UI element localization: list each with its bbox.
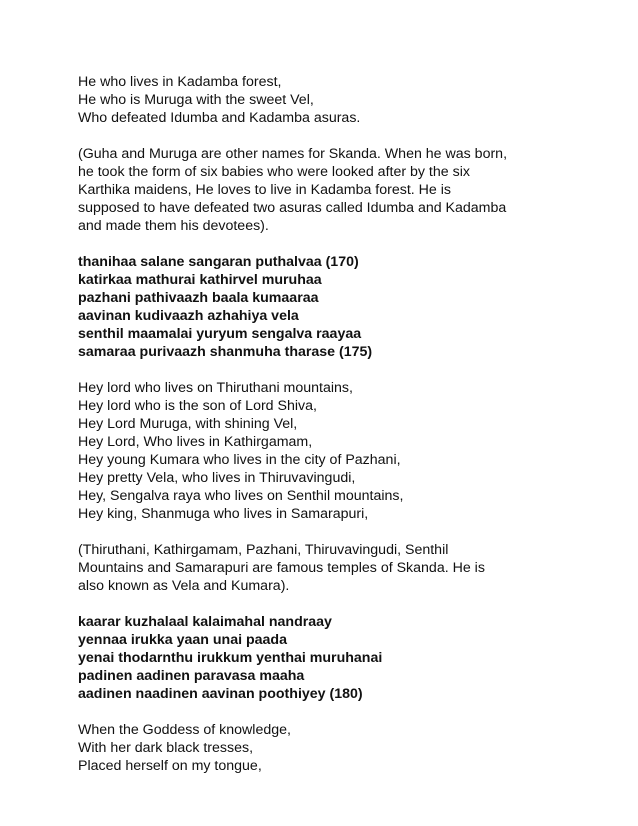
text-line: He who is Muruga with the sweet Vel, [78, 92, 314, 108]
verse-line: aavinan kudivaazh azhahiya vela [78, 308, 299, 324]
text-line: Placed herself on my tongue, [78, 758, 262, 774]
verse-line: yenai thodarnthu irukkum yenthai muruhanai [78, 650, 383, 666]
verse-line: thanihaa salane sangaran puthalvaa (170) [78, 254, 359, 270]
verse-line: pazhani pathivaazh baala kumaaraa [78, 290, 319, 306]
document-page [78, 73, 578, 793]
text-line: He who lives in Kadamba forest, [78, 74, 282, 90]
text-line: Hey lord who lives on Thiruthani mountains, [78, 380, 353, 396]
text-line: Karthika maidens, He loves to live in Kadamba forest. He is [78, 182, 451, 198]
text-line: Hey young Kumara who lives in the city of Pazhani, [78, 452, 401, 468]
verse-line: yennaa irukka yaan unai paada [78, 632, 287, 648]
text-line: Hey lord who is the son of Lord Shiva, [78, 398, 317, 414]
text-line: With her dark black tresses, [78, 740, 254, 756]
text-line: Who defeated Idumba and Kadamba asuras. [78, 110, 361, 126]
text-line: and made them his devotees). [78, 218, 269, 234]
verse-line: senthil maamalai yuryum sengalva raayaa [78, 326, 362, 342]
text-line: also known as Vela and Kumara). [78, 578, 290, 594]
text-line: Hey, Sengalva raya who lives on Senthil mountains, [78, 488, 404, 504]
verse-line: katirkaa mathurai kathirvel muruhaa [78, 272, 322, 288]
verse-paragraph [78, 253, 578, 361]
explanation-paragraph [78, 541, 578, 595]
verse-line: samaraa purivaazh shanmuha tharase (175) [78, 344, 373, 360]
explanation-paragraph [78, 145, 578, 235]
verse-paragraph [78, 613, 578, 703]
text-line: supposed to have defeated two asuras called Idumba and Kadamba [78, 200, 507, 216]
text-line: Hey Lord, Who lives in Kathirgamam, [78, 434, 313, 450]
verse-line: kaarar kuzhalaal kalaimahal nandraay [78, 614, 332, 630]
text-line: Hey Lord Muruga, with shining Vel, [78, 416, 298, 432]
verse-line: aadinen naadinen aavinan poothiyey (180) [78, 686, 363, 702]
text-line: (Thiruthani, Kathirgamam, Pazhani, Thiruvavingudi, Senthil [78, 542, 449, 558]
verse-translation-paragraph [78, 721, 578, 775]
verse-translation-paragraph [78, 379, 578, 523]
text-line: he took the form of six babies who were looked after by the six [78, 164, 470, 180]
verse-line: padinen aadinen paravasa maaha [78, 668, 305, 684]
text-line: When the Goddess of knowledge, [78, 722, 291, 738]
text-line: Mountains and Samarapuri are famous temples of Skanda. He is [78, 560, 485, 576]
verse-translation-paragraph [78, 73, 578, 127]
text-line: Hey pretty Vela, who lives in Thiruvavingudi, [78, 470, 356, 486]
text-line: (Guha and Muruga are other names for Skanda. When he was born, [78, 146, 508, 162]
text-line: Hey king, Shanmuga who lives in Samarapuri, [78, 506, 369, 522]
